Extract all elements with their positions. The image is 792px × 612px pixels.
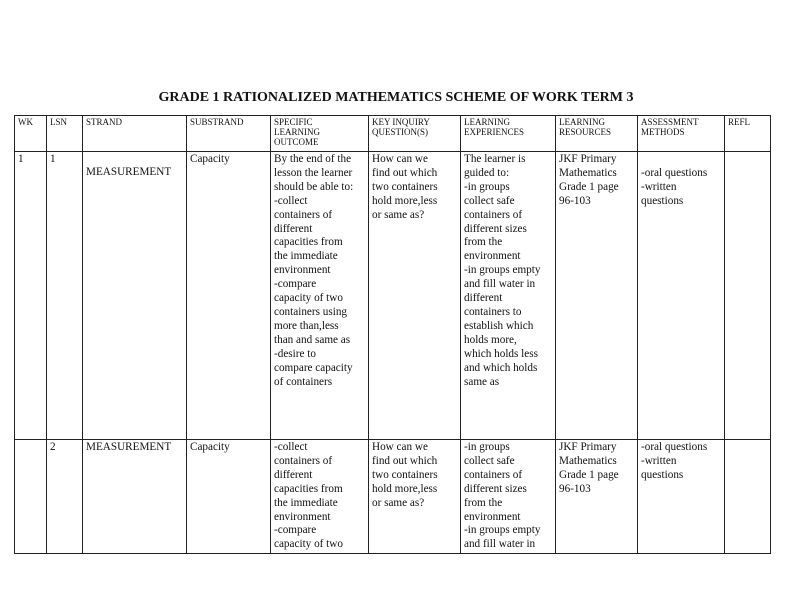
cell-lsn: 2 <box>47 440 83 554</box>
cell-outcome: By the end of the lesson the learner should be able to: -collect containers of different capacities from the immediate environment -compare capacity of two containers using more than,less than and same as -desire to compare capacity of containers <box>271 152 369 440</box>
header-assessment: ASSESSMENT METHODS <box>638 116 725 152</box>
cell-resources: JKF Primary Mathematics Grade 1 page 96-103 <box>556 440 638 554</box>
cell-experiences: The learner is guided to: -in groups collect safe containers of different sizes from the environment -in groups empty and fill water in different containers to establish which holds more, which holds less and which holds same as <box>461 152 556 440</box>
header-wk: WK <box>15 116 47 152</box>
cell-question: How can we find out which two containers hold more,less or same as? <box>369 152 461 440</box>
document-title: GRADE 1 RATIONALIZED MATHEMATICS SCHEME OF WORK TERM 3 <box>158 90 634 105</box>
header-strand: STRAND <box>83 116 187 152</box>
cell-reflection <box>725 152 771 440</box>
cell-substrand: Capacity <box>187 152 271 440</box>
header-reflection: REFL <box>725 116 771 152</box>
header-resources: LEARNING RESOURCES <box>556 116 638 152</box>
cell-lsn: 1 <box>47 152 83 440</box>
header-experiences: LEARNING EXPERIENCES <box>461 116 556 152</box>
header-substrand: SUBSTRAND <box>187 116 271 152</box>
cell-resources: JKF Primary Mathematics Grade 1 page 96-103 <box>556 152 638 440</box>
cell-wk: 1 <box>15 152 47 440</box>
cell-assessment: -oral questions -written questions <box>638 440 725 554</box>
cell-reflection <box>725 440 771 554</box>
cell-strand: MEASUREMENT <box>83 152 187 440</box>
table-row <box>15 440 771 554</box>
header-question: KEY INQUIRY QUESTION(S) <box>369 116 461 152</box>
cell-question: How can we find out which two containers hold more,less or same as? <box>369 440 461 554</box>
header-lsn: LSN <box>47 116 83 152</box>
cell-outcome: -collect containers of different capacities from the immediate environment -compare capacity of two <box>271 440 369 554</box>
scheme-of-work-table <box>14 115 771 554</box>
cell-assessment: -oral questions -written questions <box>638 152 725 440</box>
cell-experiences: -in groups collect safe containers of different sizes from the environment -in groups empty and fill water in <box>461 440 556 554</box>
cell-strand: MEASUREMENT <box>83 440 187 554</box>
header-row <box>15 116 771 152</box>
header-outcome: SPECIFIC LEARNING OUTCOME <box>271 116 369 152</box>
table-row <box>15 152 771 440</box>
cell-substrand: Capacity <box>187 440 271 554</box>
cell-wk <box>15 440 47 554</box>
